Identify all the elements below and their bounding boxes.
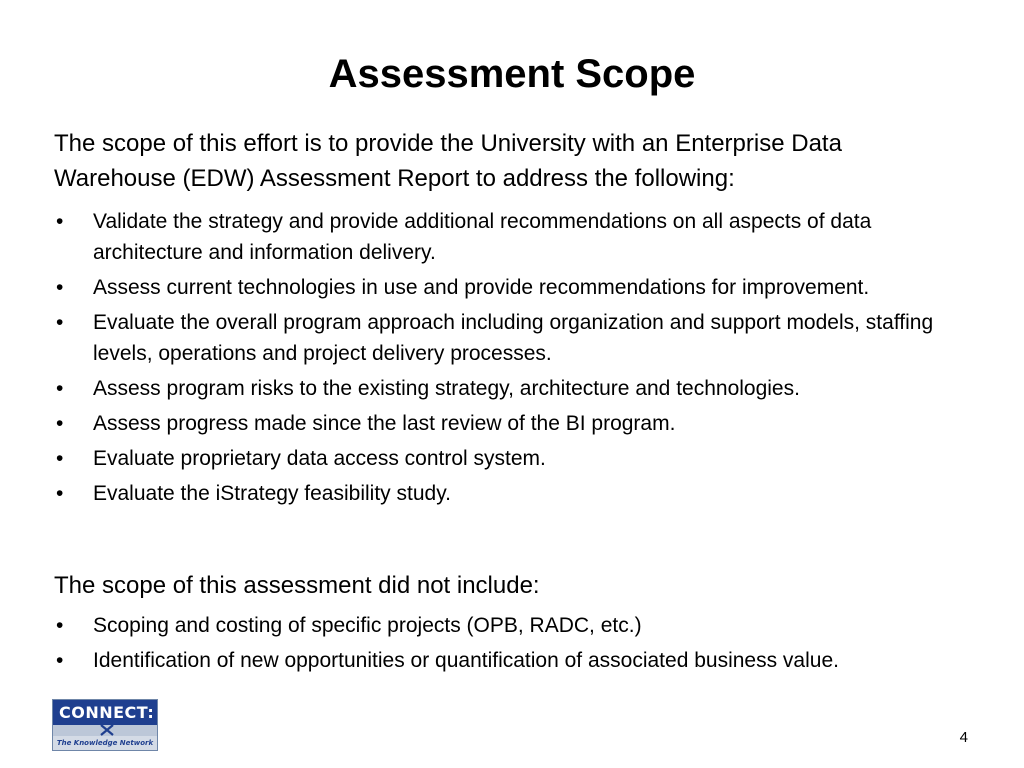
out-of-scope-heading: The scope of this assessment did not include: (54, 572, 540, 599)
out-of-scope-list (54, 610, 970, 680)
bullet-glyph: • (56, 412, 64, 435)
list-item (54, 206, 970, 268)
list-item-text: Scoping and costing of specific projects (OPB, RADC, etc.) (93, 614, 642, 637)
bullet-glyph: • (56, 447, 64, 470)
list-item-text: Identification of new opportunities or quantification of associated business value. (93, 649, 839, 672)
bullet-glyph: • (56, 482, 64, 505)
list-item (54, 307, 970, 369)
list-item-text: Validate the strategy and provide additional recommendations on all aspects of data architecture and information delivery. (93, 210, 872, 264)
list-item (54, 408, 970, 439)
list-item-text: Assess progress made since the last review of the BI program. (93, 412, 676, 435)
connect-logo (52, 699, 158, 751)
list-item-text: Evaluate the overall program approach including organization and support models, staffing levels, operations and project delivery processes. (93, 311, 934, 365)
page-number: 4 (959, 729, 968, 746)
list-item (54, 373, 970, 404)
bullet-glyph: • (56, 377, 64, 400)
list-item (54, 272, 970, 303)
list-item (54, 443, 970, 474)
list-item-text: Evaluate proprietary data access control system. (93, 447, 546, 470)
list-item (54, 478, 970, 509)
logo-tagline: The Knowledge Network (53, 736, 157, 750)
bullet-glyph: • (56, 311, 64, 334)
in-scope-list (54, 206, 970, 513)
slide-title: Assessment Scope (328, 52, 696, 96)
bullet-glyph: • (56, 210, 64, 233)
list-item-text: Assess current technologies in use and provide recommendations for improvement. (93, 276, 870, 299)
bullet-glyph: • (56, 276, 64, 299)
bullet-glyph: • (56, 649, 64, 672)
logo-wordmark: CONNECT: (59, 703, 155, 722)
intro-paragraph: The scope of this effort is to provide the University with an Enterprise Data Warehouse (EDW) Assessment Report to address the following: (54, 130, 842, 192)
list-item-text: Evaluate the iStrategy feasibility study. (93, 482, 451, 505)
bullet-glyph: • (56, 614, 64, 637)
list-item-text: Assess program risks to the existing strategy, architecture and technologies. (93, 377, 800, 400)
list-item (54, 645, 970, 676)
list-item (54, 610, 970, 641)
